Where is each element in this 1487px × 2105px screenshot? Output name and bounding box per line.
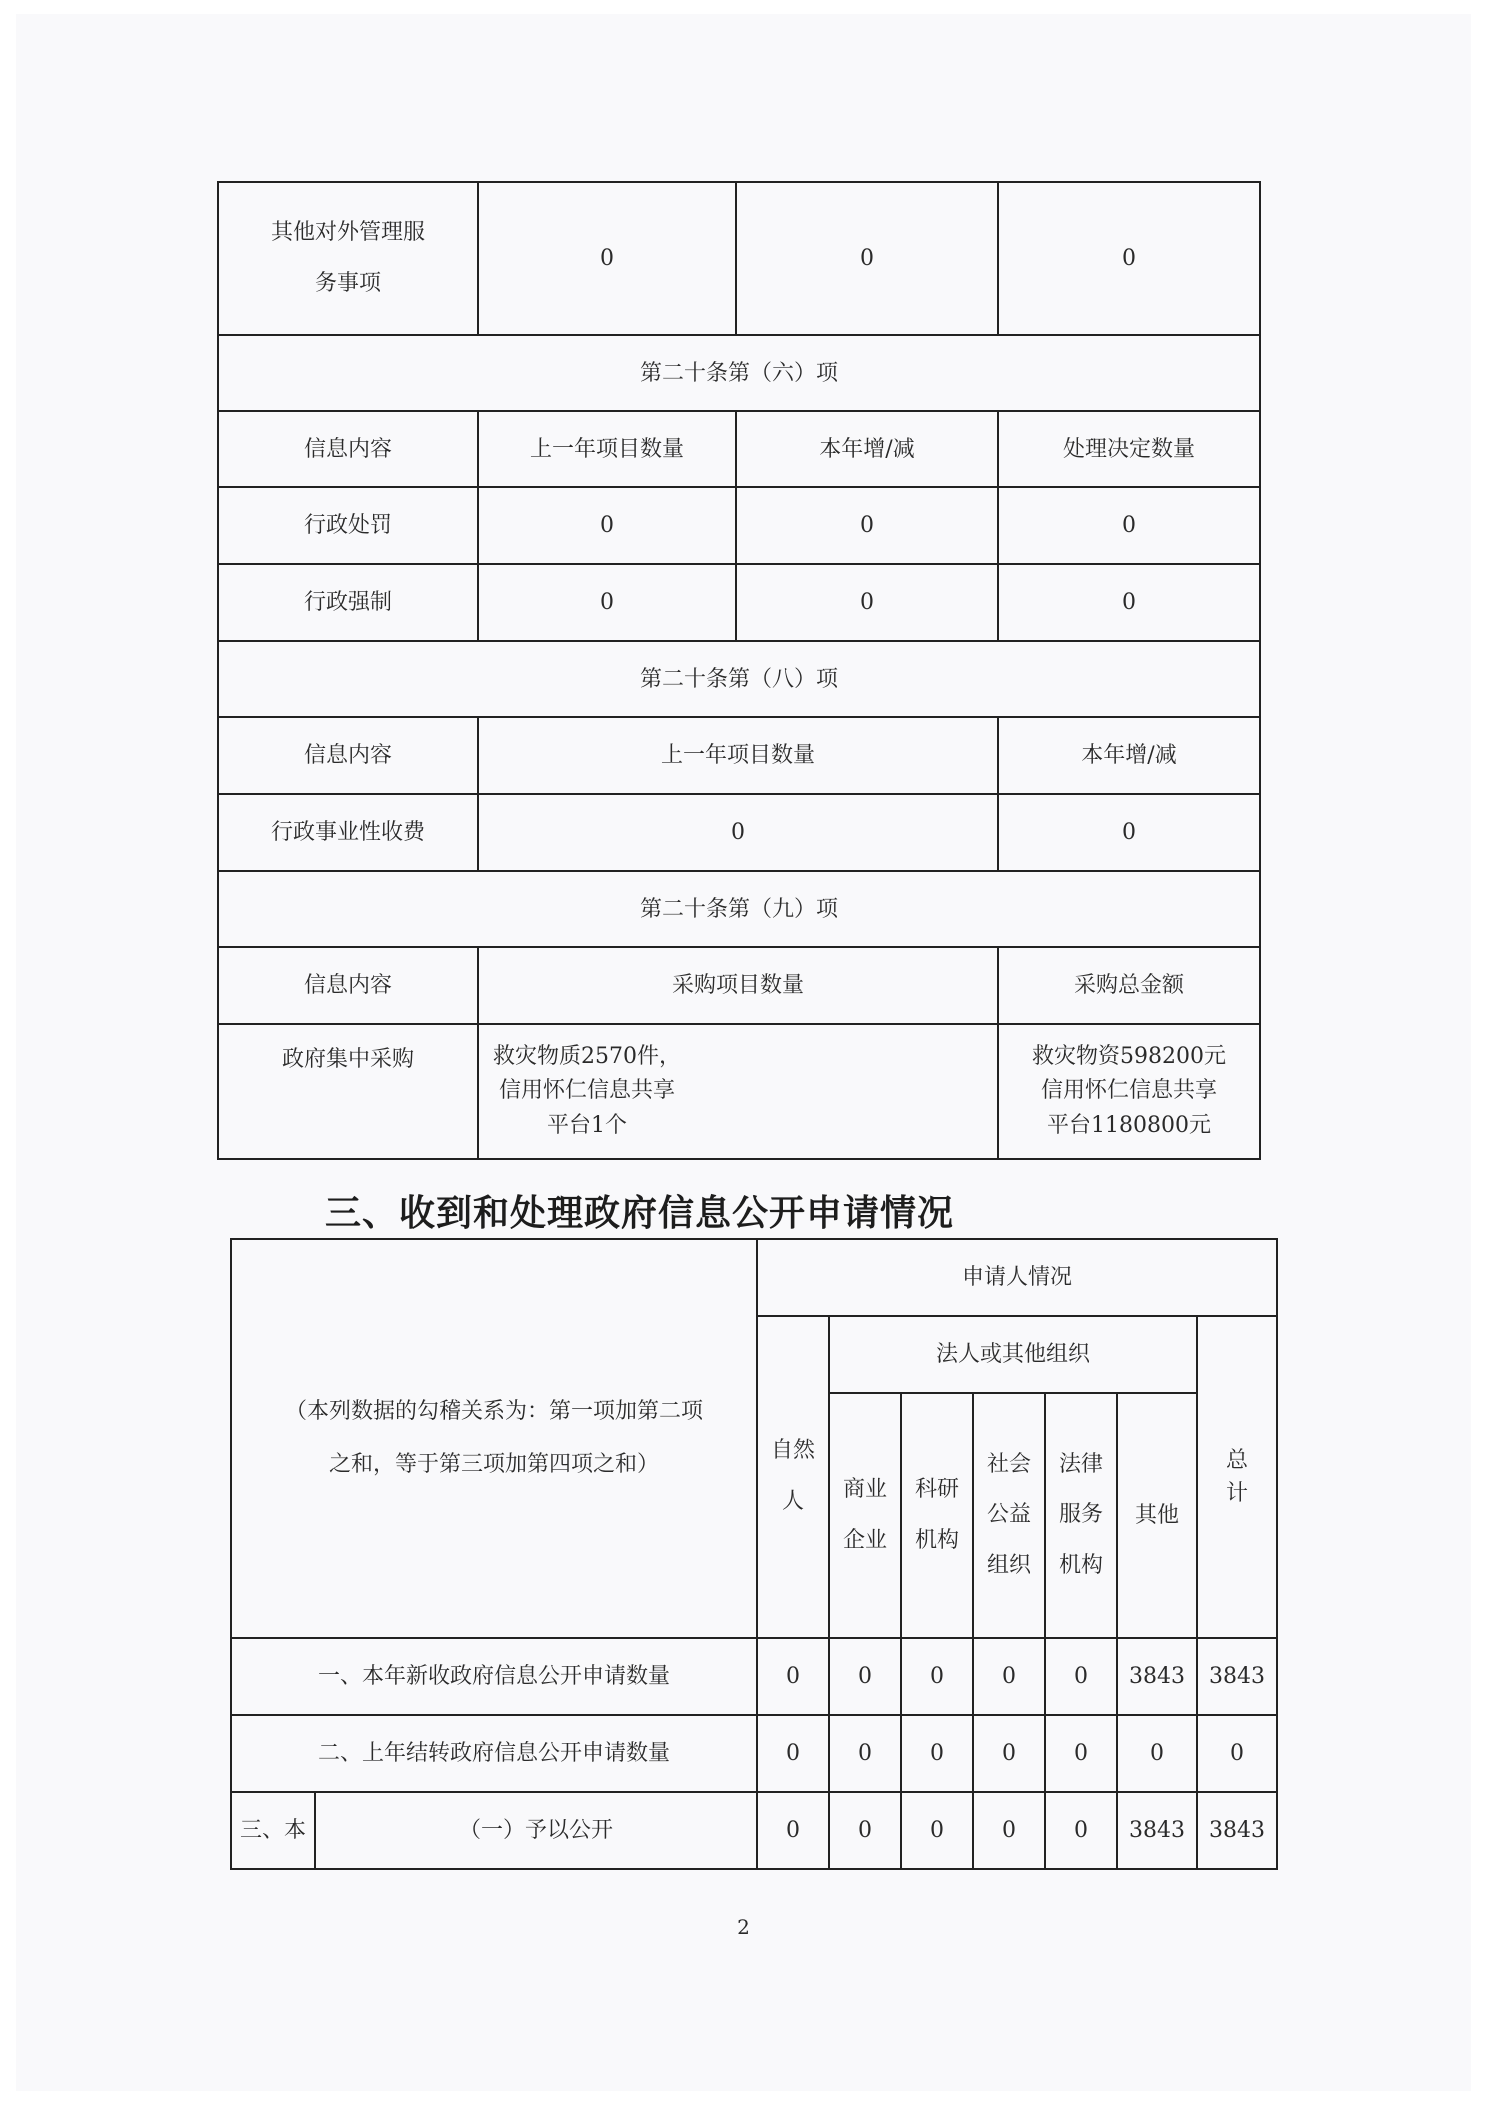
cell-value: 0	[736, 182, 998, 335]
application-table	[230, 1238, 1278, 1870]
note-line: （本列数据的勾稽关系为：第一项加第二项	[285, 1398, 704, 1424]
row-prefix: 三、本	[231, 1792, 315, 1869]
legal-org-header: 法人或其他组织	[829, 1316, 1197, 1393]
column-header: 法律服务机构	[1045, 1393, 1117, 1638]
row-label: 二、上年结转政府信息公开申请数量	[231, 1715, 757, 1792]
text-line: 信用怀仁信息共享	[498, 1078, 675, 1104]
cell-value: 0	[829, 1638, 901, 1715]
header-cell: 上一年项目数量	[478, 717, 998, 794]
cell-value: 0	[757, 1715, 829, 1792]
cell-value: 0	[736, 564, 998, 641]
cell-value: 0	[757, 1792, 829, 1869]
table-row	[218, 564, 1260, 641]
text-line: 救灾物资598200元	[1032, 1044, 1226, 1070]
text-line: 平台1180800元	[1047, 1112, 1211, 1138]
column-header: 科研机构	[901, 1393, 973, 1638]
row-label: 一、本年新收政府信息公开申请数量	[231, 1638, 757, 1715]
disclosure-table	[217, 181, 1261, 1160]
row-label: 其他对外管理服务事项	[218, 182, 478, 335]
cell-value: 0	[1045, 1792, 1117, 1869]
cell-value: 0	[1045, 1638, 1117, 1715]
row-label: （一）予以公开	[315, 1792, 757, 1869]
section-heading: 三、收到和处理政府信息公开申请情况	[325, 1193, 955, 1234]
cell-value: 0	[973, 1715, 1045, 1792]
header-cell: 本年增/减	[736, 411, 998, 487]
header-row	[218, 717, 1260, 794]
cell-value: 3843	[1117, 1638, 1197, 1715]
table-row	[231, 1792, 1277, 1869]
header-cell: 采购项目数量	[478, 947, 998, 1024]
header-cell: 处理决定数量	[998, 411, 1260, 487]
purchase-count-cell	[478, 1024, 998, 1159]
row-label: 政府集中采购	[218, 1024, 478, 1159]
note-line: 之和，等于第三项加第四项之和）	[329, 1451, 660, 1477]
section-title: 第二十条第（九）项	[218, 871, 1260, 947]
cell-value: 3843	[1117, 1792, 1197, 1869]
text-line: 救灾物质2570件，	[493, 1044, 681, 1070]
header-cell: 本年增/减	[998, 717, 1260, 794]
column-header: 社会公益组织	[973, 1393, 1045, 1638]
cell-value: 0	[1117, 1715, 1197, 1792]
cell-value: 0	[478, 487, 736, 564]
cell-value: 0	[973, 1792, 1045, 1869]
table-row	[231, 1638, 1277, 1715]
cell-value: 0	[478, 182, 736, 335]
applicant-header: 申请人情况	[757, 1239, 1277, 1316]
cell-value: 0	[1197, 1715, 1277, 1792]
page-number: 2	[737, 1915, 750, 1939]
table-row	[218, 182, 1260, 335]
column-header: 商业企业	[829, 1393, 901, 1638]
cell-value: 0	[736, 487, 998, 564]
header-cell: 信息内容	[218, 717, 478, 794]
header-row	[218, 411, 1260, 487]
text-line: 平台1个	[547, 1112, 627, 1138]
cell-value: 0	[1045, 1715, 1117, 1792]
cell-value: 0	[901, 1638, 973, 1715]
row-label: 行政处罚	[218, 487, 478, 564]
cell-value: 3843	[1197, 1638, 1277, 1715]
text-line: 信用怀仁信息共享	[1040, 1078, 1217, 1104]
cell-value: 0	[829, 1792, 901, 1869]
table-row	[231, 1715, 1277, 1792]
section-title: 第二十条第（八）项	[218, 641, 1260, 717]
section-title: 第二十条第（六）项	[218, 335, 1260, 411]
cell-value: 3843	[1197, 1792, 1277, 1869]
natural-person-header: 自然人	[757, 1316, 829, 1638]
header-cell: 上一年项目数量	[478, 411, 736, 487]
cell-value: 0	[998, 182, 1260, 335]
purchase-amount-cell	[998, 1024, 1260, 1159]
cell-value: 0	[901, 1715, 973, 1792]
cell-value: 0	[829, 1715, 901, 1792]
row-label: 行政强制	[218, 564, 478, 641]
table-row	[218, 487, 1260, 564]
cell-value: 0	[478, 564, 736, 641]
header-cell: 采购总金额	[998, 947, 1260, 1024]
cell-value: 0	[757, 1638, 829, 1715]
row-label: 行政事业性收费	[218, 794, 478, 871]
column-header: 其他	[1117, 1393, 1197, 1638]
table-row	[218, 794, 1260, 871]
cell-value: 0	[478, 794, 998, 871]
cell-value: 0	[901, 1792, 973, 1869]
cell-value: 0	[998, 564, 1260, 641]
header-row	[218, 947, 1260, 1024]
note-cell	[231, 1239, 757, 1638]
header-cell: 信息内容	[218, 947, 478, 1024]
table-row	[218, 1024, 1260, 1159]
cell-value: 0	[998, 794, 1260, 871]
header-cell: 信息内容	[218, 411, 478, 487]
cell-value: 0	[998, 487, 1260, 564]
total-header: 总计	[1197, 1316, 1277, 1638]
cell-value: 0	[973, 1638, 1045, 1715]
